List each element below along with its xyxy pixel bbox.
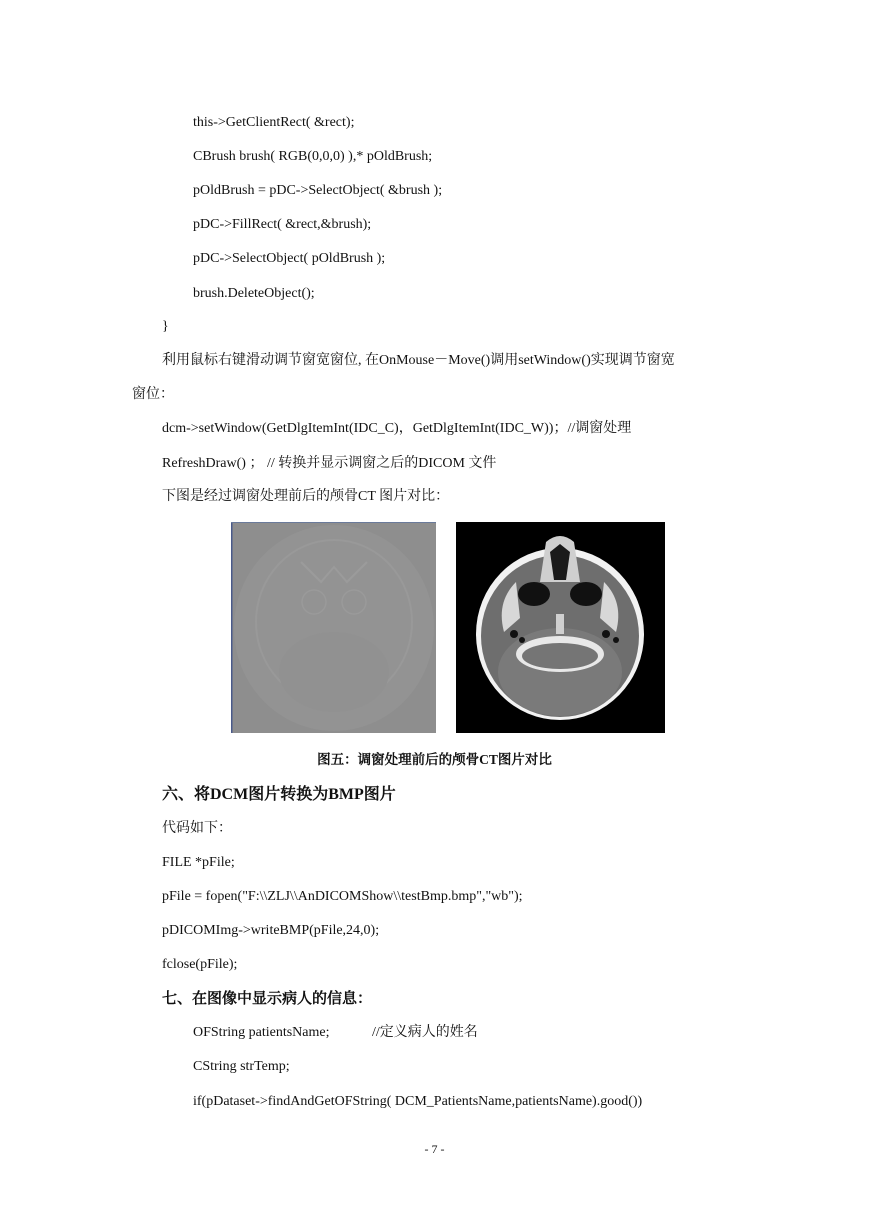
code-line: brush.DeleteObject(); xyxy=(193,286,315,301)
code-line: RefreshDraw() ； // 转换并显示调窗之后的DICOM 文件 xyxy=(162,456,497,471)
code-line: pDC->SelectObject( pOldBrush ); xyxy=(193,251,386,266)
code-line: OFString patientsName; xyxy=(193,1025,330,1040)
code-line: dcm->setWindow(GetDlgItemInt(IDC_C)，GetDlgItemInt(IDC_W))；//调窗处理 xyxy=(162,421,632,436)
ct-image-before xyxy=(231,522,436,733)
section-heading: 七、在图像中显示病人的信息： xyxy=(162,991,373,1007)
paragraph-line: 利用鼠标右键滑动调节窗宽窗位, 在OnMouse－Move()调用setWindow()实现调节窗宽 xyxy=(162,353,675,368)
figure-caption: 图五：调窗处理前后的颅骨CT图片对比 xyxy=(317,752,552,767)
code-line: this->GetClientRect( &rect); xyxy=(193,115,355,130)
paragraph-line: 代码如下： xyxy=(162,821,232,836)
code-line: pDC->FillRect( &rect,&brush); xyxy=(193,217,372,232)
code-line: pFile = fopen("F:\\ZLJ\\AnDICOMShow\\testBmp.bmp","wb"); xyxy=(162,889,523,904)
code-line: pDICOMImg->writeBMP(pFile,24,0); xyxy=(162,923,380,938)
closing-brace: } xyxy=(162,319,169,334)
code-line: CString strTemp; xyxy=(193,1059,290,1074)
paragraph-line: 窗位： xyxy=(132,387,174,402)
page-number: - 7 - xyxy=(424,1142,445,1156)
section-heading: 六、将DCM图片转换为BMP图片 xyxy=(162,786,396,803)
code-line: FILE *pFile; xyxy=(162,855,235,870)
code-line: if(pDataset->findAndGetOFString( DCM_PatientsName,patientsName).good()) xyxy=(193,1094,643,1109)
code-line: CBrush brush( RGB(0,0,0) ),* pOldBrush; xyxy=(193,149,433,164)
code-line: fclose(pFile); xyxy=(162,957,238,972)
code-comment: //定义病人的姓名 xyxy=(372,1025,478,1040)
ct-image-after xyxy=(456,522,665,733)
paragraph-line: 下图是经过调窗处理前后的颅骨CT 图片对比： xyxy=(162,489,450,504)
code-line: pOldBrush = pDC->SelectObject( &brush ); xyxy=(193,183,443,198)
